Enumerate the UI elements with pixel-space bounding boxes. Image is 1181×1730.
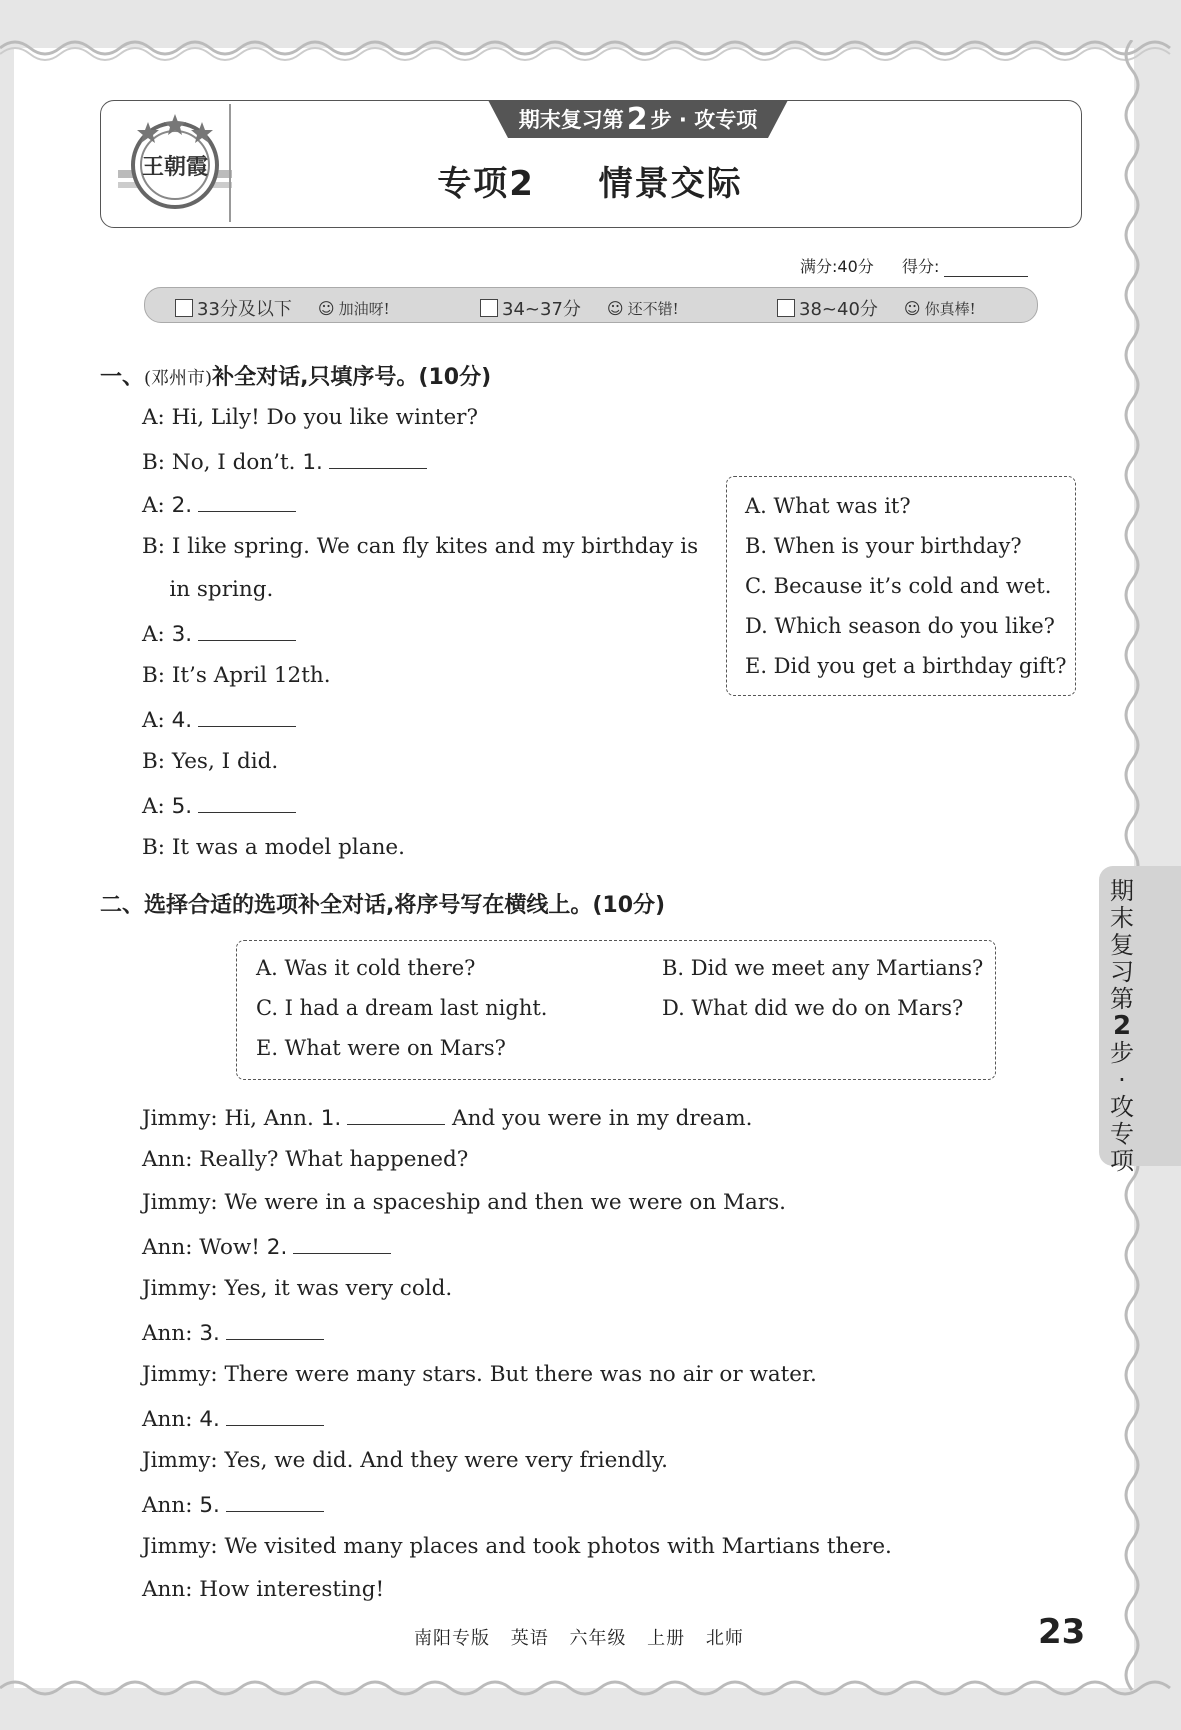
option-2b: B. Did we meet any Martians? [662,956,984,980]
option-1b: B. When is your birthday? [745,534,1022,558]
got-score-label: 得分: [901,257,940,276]
dialog2-line-12 [142,1577,384,1602]
wavy-border-top [0,34,1181,62]
side-char: 步 [1110,1039,1134,1067]
option-2e: E. What were on Mars? [256,1036,506,1060]
dialog2-line-11 [142,1534,892,1559]
answer-blank-3[interactable] [198,620,296,641]
blank-number: 2. [266,1235,288,1260]
line-text: Ann: Wow! [142,1235,267,1260]
line-text: B: I like spring. We can fly kites and my birthday is [142,534,699,559]
line-text: Jimmy: There were many stars. But there was no air or water. [142,1362,817,1387]
side-num: 2 [1112,1011,1132,1041]
option-1d: D. Which season do you like? [745,614,1055,638]
option-1c: C. Because it’s cold and wet. [745,574,1052,598]
answer-blank-5[interactable] [198,792,296,813]
section1-heading: 补全对话,只填序号。(10分) [212,365,492,390]
blank-number: 4. [171,708,193,733]
grade-range-1: 33分及以下 [197,299,292,320]
answer-blank-2-2[interactable] [293,1233,391,1254]
side-char: · [1118,1066,1126,1094]
dialog2-line-4 [142,1233,391,1260]
dialog1-line-5 [142,577,273,602]
side-char: 复 [1110,931,1134,959]
line-text-after: And you were in my dream. [445,1106,753,1131]
option-1a: A. What was it? [745,494,911,518]
answer-blank-4[interactable] [198,706,296,727]
line-text: A: [142,708,172,733]
line-text: B: Yes, I did. [142,749,279,774]
side-char: 专 [1110,1120,1134,1148]
dialog2-line-8 [142,1405,324,1432]
option-2d: D. What did we do on Mars? [662,996,964,1020]
blank-number: 2. [171,493,193,518]
blank-number: 1. [302,450,323,475]
line-text: Ann: [142,1493,200,1518]
section1-source: (邓州市) [144,368,213,389]
side-char: 末 [1110,904,1134,932]
full-score-label: 满分:40分 [800,257,874,276]
grade-item-1 [175,295,390,321]
line-text: in spring. [142,577,274,602]
logo-text: 王朝霞 [141,154,209,180]
grade-item-3 [777,295,976,321]
grade-range-3: 38~40分 [799,299,878,320]
line-text: B: It was a model plane. [142,835,405,860]
line-text: Ann: How interesting! [142,1577,385,1602]
option-1e: E. Did you get a birthday gift? [745,654,1067,678]
dialog1-line-10 [142,792,296,819]
answer-blank-1[interactable] [329,448,427,469]
dialog1-line-4 [142,534,698,559]
line-text: Jimmy: Hi, Ann. [142,1106,321,1131]
dialog1-line-11 [142,835,405,860]
side-char: 期 [1110,877,1134,905]
dialog2-line-9 [142,1448,668,1473]
answer-blank-2-4[interactable] [226,1405,324,1426]
line-text: Jimmy: Yes, it was very cold. [142,1276,453,1301]
line-text: B: It’s April 12th. [142,663,331,688]
blank-number: 4. [199,1407,220,1432]
page-number: 23 [1038,1612,1086,1652]
line-text: B: No, I don’t. [142,450,303,475]
grade-checkbox-2[interactable] [480,299,498,317]
answer-blank-2-5[interactable] [226,1491,324,1512]
line-text: A: [142,794,172,819]
line-text: A: [142,493,172,518]
banner-pre: 期末复习第 [518,108,624,132]
dialog2-line-6 [142,1319,324,1346]
banner-text [488,100,788,138]
answer-blank-2-3[interactable] [226,1319,324,1340]
dialog1-line-8 [142,706,296,733]
blank-number: 5. [199,1493,220,1518]
smiley-face-icon: ☺ [903,298,921,318]
answer-blank-2[interactable] [198,491,296,512]
grade-cheer-1: 加油呀! [338,299,390,318]
grade-cheer-3: 你真棒! [924,299,976,318]
dialog1-line-3 [142,491,296,518]
dialog1-line-1 [142,405,478,430]
dialog1-line-7 [142,663,331,688]
score-row [800,254,1028,277]
title-left: 专项2 [437,164,535,204]
answer-blank-2-1[interactable] [347,1104,445,1125]
grade-range-2: 34~37分 [502,299,581,320]
line-text: Ann: [142,1321,200,1346]
side-char: 习 [1110,958,1134,986]
smiley-face-icon: ☺ [606,298,624,318]
score-input-line[interactable] [944,262,1028,277]
banner-post: 步 · 攻专项 [650,108,758,132]
section2-title: 二、选择合适的选项补全对话,将序号写在横线上。(10分) [100,893,666,918]
side-char: 第 [1110,985,1134,1013]
wavy-border-bottom [0,1676,1181,1704]
line-text: Ann: [142,1407,200,1432]
section1-prefix: 一、 [100,365,145,390]
blank-number: 1. [320,1106,342,1131]
line-text: A: [142,622,172,647]
grade-checkbox-3[interactable] [777,299,795,317]
blank-number: 3. [171,622,193,647]
page-title [100,156,1080,205]
dialog1-line-2 [142,448,427,475]
smiley-face-icon: ☺ [317,298,335,318]
section1-title [100,360,491,391]
line-text: A: Hi, Lily! Do you like winter? [142,405,478,430]
grade-item-2 [480,295,679,321]
dialog1-line-6 [142,620,296,647]
dialog2-line-3 [142,1190,786,1215]
option-2a: A. Was it cold there? [256,956,476,980]
grade-checkbox-1[interactable] [175,299,193,317]
dialog2-line-7 [142,1362,817,1387]
side-tab-text [1099,878,1145,1175]
grade-cheer-2: 还不错! [627,299,679,318]
blank-number: 3. [199,1321,220,1346]
dialog2-line-2 [142,1147,468,1172]
footer-text: 南阳专版 英语 六年级 上册 北师 [414,1628,744,1649]
line-text: Jimmy: We visited many places and took photos with Martians there. [142,1534,892,1559]
side-char: 攻 [1110,1093,1134,1121]
line-text: Ann: Really? What happened? [142,1147,469,1172]
side-char: 项 [1110,1147,1134,1175]
dialog2-line-1 [142,1104,752,1131]
option-2c: C. I had a dream last night. [256,996,548,1020]
line-text: Jimmy: Yes, we did. And they were very friendly. [142,1448,668,1473]
line-text: Jimmy: We were in a spaceship and then we were on Mars. [142,1190,786,1215]
title-right: 情景交际 [598,164,743,204]
dialog1-line-9 [142,749,278,774]
banner-num: 2 [626,101,648,137]
blank-number: 5. [171,794,193,819]
dialog2-line-10 [142,1491,324,1518]
dialog2-line-5 [142,1276,452,1301]
